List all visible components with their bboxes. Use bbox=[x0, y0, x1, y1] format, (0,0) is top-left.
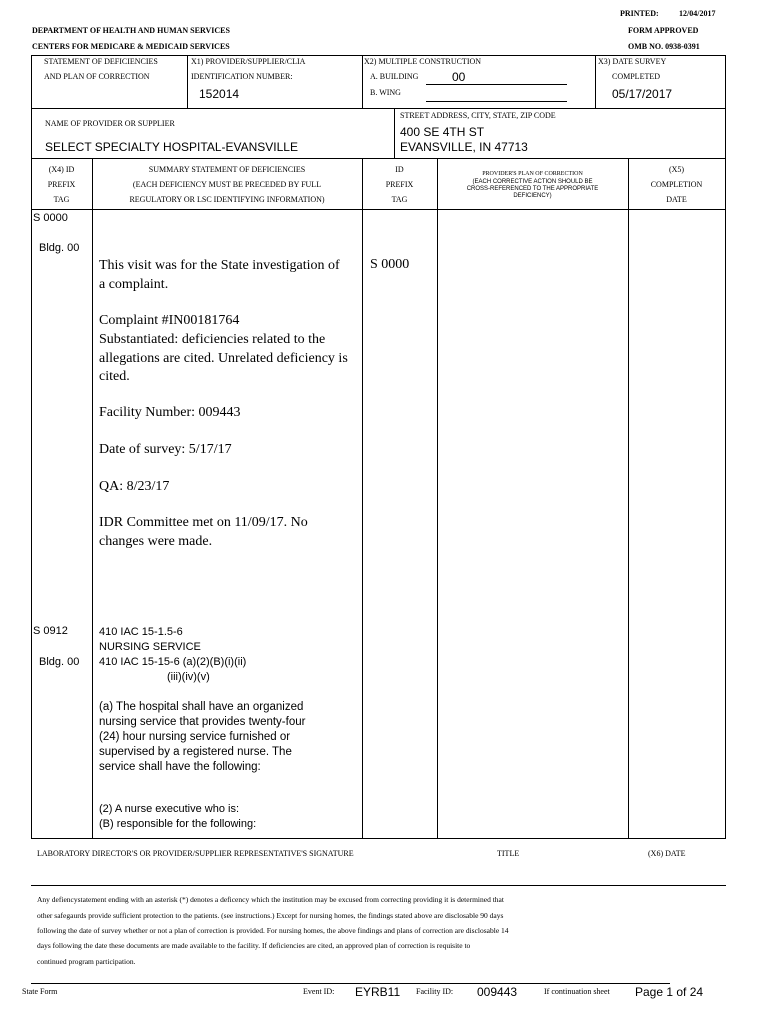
id-header-3: TAG bbox=[391, 195, 408, 204]
regulation-title: NURSING SERVICE bbox=[99, 641, 201, 653]
street-address: 400 SE 4TH ST bbox=[400, 125, 485, 139]
rule bbox=[31, 885, 726, 886]
continuation-label: If continuation sheet bbox=[544, 987, 610, 996]
page-number: Page 1 of 24 bbox=[635, 985, 704, 999]
x3-label: X3) DATE SURVEY bbox=[598, 57, 667, 66]
facility-id-label: Facility ID: bbox=[416, 987, 454, 996]
summary-header-3: REGULATORY OR LSC IDENTIFYING INFORMATION) bbox=[129, 195, 325, 204]
paragraph-qa: QA: 8/23/17 bbox=[99, 479, 170, 494]
plan-header-4: DEFICIENCY) bbox=[513, 193, 552, 199]
facility-id-value: 009443 bbox=[477, 985, 518, 999]
plan-header-3: CROSS-REFERENCED TO THE APPROPRIATE bbox=[466, 186, 599, 192]
street-label: STREET ADDRESS, CITY, STATE, ZIP CODE bbox=[400, 111, 556, 120]
building-value: 00 bbox=[452, 70, 466, 84]
provider-number: 152014 bbox=[199, 87, 240, 101]
x4-header-3: TAG bbox=[53, 195, 70, 204]
omb-number: OMB NO. 0938-0391 bbox=[628, 42, 700, 51]
tag-s0912: S 0912 bbox=[33, 625, 68, 637]
summary-header-2: (EACH DEFICIENCY MUST BE PRECEDED BY FULL bbox=[132, 180, 322, 189]
title-label: TITLE bbox=[497, 849, 520, 858]
paragraph-responsible: (B) responsible for the following: bbox=[99, 818, 257, 830]
x1-label-2: IDENTIFICATION NUMBER: bbox=[191, 72, 293, 81]
provider-name: SELECT SPECIALTY HOSPITAL-EVANSVILLE bbox=[45, 140, 298, 154]
footnote-line: following the date of survey whether or not a plan of correction is provided. For nursing homes, the above findings and plans of correction are disclosable 14 bbox=[37, 926, 509, 935]
wing-line bbox=[426, 101, 567, 102]
x4-header-2: PREFIX bbox=[47, 180, 76, 189]
rule bbox=[31, 838, 726, 839]
building-label: A. BUILDING bbox=[370, 72, 419, 81]
x2-label: X2) MULTIPLE CONSTRUCTION bbox=[364, 57, 482, 66]
summary-header: SUMMARY STATEMENT OF DEFICIENCIES bbox=[148, 165, 306, 174]
paragraph-visit: This visit was for the State investigation of a complaint. bbox=[99, 258, 340, 292]
survey-date: 05/17/2017 bbox=[612, 87, 673, 101]
tag-s0000: S 0000 bbox=[33, 212, 68, 224]
city-state-zip: EVANSVILLE, IN 47713 bbox=[400, 140, 528, 154]
printed-date: 12/04/2017 bbox=[679, 9, 716, 18]
paragraph-substantiated: Substantiated: deficiencies related to the allegations are cited. Unrelated deficiency is cited. bbox=[99, 332, 348, 384]
rule bbox=[31, 108, 726, 109]
rule bbox=[92, 158, 93, 838]
footnote-line: days following the date these documents are made available to the facility. If deficiencies are cited, an approved plan of correction is requisite to bbox=[37, 941, 471, 950]
rule bbox=[31, 55, 726, 56]
statement-label: STATEMENT OF DEFICIENCIES bbox=[44, 57, 158, 66]
paragraph-nurse-executive: (2) A nurse executive who is: bbox=[99, 803, 240, 815]
provider-name-label: NAME OF PROVIDER OR SUPPLIER bbox=[45, 119, 175, 128]
rule bbox=[437, 158, 438, 838]
id-prefix-s0000: S 0000 bbox=[370, 257, 410, 272]
printed-label: PRINTED: bbox=[620, 9, 659, 18]
event-id-value: EYRB11 bbox=[355, 985, 401, 999]
paragraph-facility-number: Facility Number: 009443 bbox=[99, 405, 241, 420]
rule bbox=[595, 55, 596, 108]
x5-header-3: DATE bbox=[666, 195, 687, 204]
rule bbox=[362, 158, 363, 838]
rule bbox=[187, 55, 188, 108]
rule bbox=[628, 158, 629, 838]
signature-label: LABORATORY DIRECTOR'S OR PROVIDER/SUPPLIER REPRESENTATIVE'S SIGNATURE bbox=[37, 849, 354, 858]
building-line bbox=[426, 84, 567, 85]
department-title: DEPARTMENT OF HEALTH AND HUMAN SERVICES bbox=[32, 26, 230, 35]
paragraph-requirement: (a) The hospital shall have an organized nursing service that provides twenty-four (24) hour nursing service furnished or supervised by a registered nurse. The service shall have the following: bbox=[99, 701, 306, 773]
rule bbox=[31, 209, 726, 210]
x1-label: X1) PROVIDER/SUPPLIER/CLIA bbox=[191, 57, 306, 66]
x4-header: (X4) ID bbox=[48, 165, 75, 174]
form-approved: FORM APPROVED bbox=[628, 26, 699, 35]
statement-label-2: AND PLAN OF CORRECTION bbox=[44, 72, 150, 81]
footnote-line: Any defiencystatement ending with an asterisk (*) denotes a deficency which the institution may be excused from correcting providing it is determined that bbox=[37, 895, 504, 904]
x3-label-2: COMPLETED bbox=[612, 72, 660, 81]
border-right bbox=[725, 55, 726, 838]
id-header: ID bbox=[395, 165, 404, 174]
state-form-label: State Form bbox=[22, 987, 58, 996]
id-header-2: PREFIX bbox=[385, 180, 414, 189]
footnote-line: other safegaurds provide sufficient protection to the patients. (see instructions.) Except for nursing homes, the findings stated above are disclosable 90 days bbox=[37, 911, 504, 920]
regulation-subsection-2: (iii)(iv)(v) bbox=[167, 671, 210, 683]
regulation-subsection: 410 IAC 15-15-6 (a)(2)(B)(i)(ii) bbox=[99, 656, 247, 668]
paragraph-idr: IDR Committee met on 11/09/17. No changes were made. bbox=[99, 515, 308, 549]
footer-rule bbox=[31, 983, 670, 984]
rule bbox=[31, 158, 726, 159]
x5-header-2: COMPLETION bbox=[650, 180, 703, 189]
paragraph-complaint: Complaint #IN00181764 bbox=[99, 313, 240, 328]
x5-header: (X5) bbox=[668, 165, 685, 174]
footnote-line: continued program participation. bbox=[37, 957, 136, 966]
plan-header-2: (EACH CORRECTIVE ACTION SHOULD BE bbox=[472, 179, 593, 185]
building-tag: Bldg. 00 bbox=[39, 242, 80, 254]
wing-label: B. WING bbox=[370, 88, 401, 97]
rule bbox=[362, 55, 363, 108]
paragraph-date-of-survey: Date of survey: 5/17/17 bbox=[99, 442, 232, 457]
plan-header: PROVIDER'S PLAN OF CORRECTION bbox=[482, 171, 583, 177]
building-tag: Bldg. 00 bbox=[39, 656, 80, 668]
regulation-citation: 410 IAC 15-1.5-6 bbox=[99, 626, 183, 638]
cms-title: CENTERS FOR MEDICARE & MEDICAID SERVICES bbox=[32, 42, 230, 51]
x6-date-label: (X6) DATE bbox=[648, 849, 686, 858]
rule bbox=[394, 108, 395, 158]
event-id-label: Event ID: bbox=[303, 987, 335, 996]
